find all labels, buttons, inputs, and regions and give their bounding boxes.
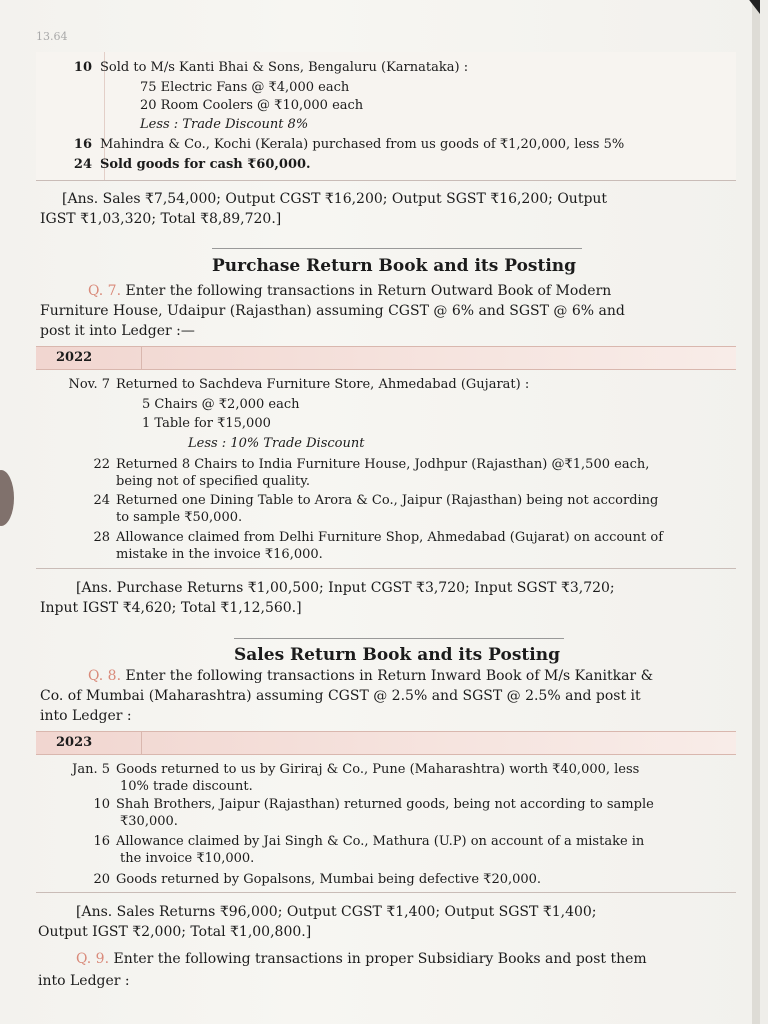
year-band-2023: 2023	[36, 731, 736, 755]
pr-row-24-cont: to sample ₹50,000.	[116, 510, 243, 525]
year-band-2022: 2022	[36, 346, 736, 370]
q7-line2: Furniture House, Udaipur (Rajasthan) assuming CGST @ 6% and SGST @ 6% and	[40, 303, 625, 319]
pr-table-bottom-rule	[36, 568, 736, 569]
q8-line2: Co. of Mumbai (Maharashtra) assuming CGST @ 2.5% and SGST @ 2.5% and post it	[40, 688, 641, 704]
page-number: 13.64	[36, 30, 68, 43]
purchase-return-heading: Purchase Return Book and its Posting	[212, 256, 577, 276]
sr-answer-line2: Output IGST ₹2,000; Total ₹1,00,800.]	[38, 924, 312, 940]
pr-row-table: 1 Table for ₹15,000	[142, 416, 271, 431]
sr-row-jan5: Jan. 5 Goods returned to us by Giriraj & Co., Pune (Maharashtra) worth ₹40,000, less	[72, 762, 640, 777]
pr-row-nov7: Nov. 7 Returned to Sachdeva Furniture Store, Ahmedabad (Gujarat) :	[68, 377, 530, 392]
pr-row-discount: Less : 10% Trade Discount	[188, 436, 365, 451]
sr-table-bottom-rule	[36, 892, 736, 893]
thumb-shadow	[0, 470, 14, 526]
q9-number: Q. 9.	[76, 951, 110, 967]
pr-row-28-cont: mistake in the invoice ₹16,000.	[116, 547, 323, 562]
top-row-fans: 75 Electric Fans @ ₹4,000 each	[140, 80, 350, 95]
top-row-discount: Less : Trade Discount 8%	[140, 117, 309, 132]
q8-line1: Q. 8. Enter the following transactions in Return Inward Book of M/s Kanitkar &	[88, 668, 654, 684]
pr-answer-line2: Input IGST ₹4,620; Total ₹1,12,560.]	[40, 600, 302, 616]
sr-row-16: 16 Allowance claimed by Jai Singh & Co., Mathura (U.P) on account of a mistake in	[93, 834, 645, 849]
year-band-divider	[141, 347, 142, 369]
sr-row-20: 20 Goods returned by Gopalsons, Mumbai being defective ₹20,000.	[93, 872, 542, 887]
pr-row-28: 28 Allowance claimed from Delhi Furniture Shop, Ahmedabad (Gujarat) on account of	[93, 530, 664, 545]
sr-row-16-cont: the invoice ₹10,000.	[120, 851, 255, 866]
top-row-24: 24 Sold goods for cash ₹60,000.	[73, 157, 311, 172]
pr-row-22-cont: being not of specified quality.	[116, 474, 311, 489]
pr-row-chairs: 5 Chairs @ ₹2,000 each	[142, 397, 300, 412]
q7-line3: post it into Ledger :—	[40, 323, 195, 339]
purchase-heading-rule	[212, 248, 582, 249]
top-answer-line2: IGST ₹1,03,320; Total ₹8,89,720.]	[40, 211, 282, 227]
sr-answer-line1: [Ans. Sales Returns ₹96,000; Output CGST ₹1,400; Output SGST ₹1,400;	[76, 904, 597, 920]
sr-row-10-cont: ₹30,000.	[120, 814, 178, 829]
top-answer-line1: [Ans. Sales ₹7,54,000; Output CGST ₹16,200; Output SGST ₹16,200; Output	[62, 191, 608, 207]
pr-row-24: 24 Returned one Dining Table to Arora & Co., Jaipur (Rajasthan) being not according	[93, 493, 659, 508]
top-row-coolers: 20 Room Coolers @ ₹10,000 each	[140, 98, 364, 113]
q8-line3: into Ledger :	[40, 708, 132, 724]
top-row-16: 16 Mahindra & Co., Kochi (Kerala) purchased from us goods of ₹1,20,000, less 5%	[73, 137, 625, 152]
top-row-10: 10 Sold to M/s Kanti Bhai & Sons, Bengaluru (Karnataka) :	[73, 60, 469, 75]
q9-line1: Q. 9. Enter the following transactions in proper Subsidiary Books and post them	[76, 951, 647, 967]
q7-number: Q. 7.	[88, 283, 122, 299]
sr-row-jan5-cont: 10% trade discount.	[120, 779, 253, 794]
sales-return-heading: Sales Return Book and its Posting	[234, 645, 560, 665]
q7-line1: Q. 7. Enter the following transactions in Return Outward Book of Modern	[88, 283, 612, 299]
pr-row-22: 22 Returned 8 Chairs to India Furniture House, Jodhpur (Rajasthan) @₹1,500 each,	[93, 457, 650, 472]
pr-answer-line1: [Ans. Purchase Returns ₹1,00,500; Input CGST ₹3,720; Input SGST ₹3,720;	[76, 580, 615, 596]
page-edge	[752, 0, 760, 1024]
sr-row-10: 10 Shah Brothers, Jaipur (Rajasthan) returned goods, being not according to sample	[93, 797, 654, 812]
sales-heading-rule	[234, 638, 564, 639]
year-band-divider	[141, 732, 142, 754]
q9-line2: into Ledger :	[38, 973, 130, 989]
q8-number: Q. 8.	[88, 668, 122, 684]
